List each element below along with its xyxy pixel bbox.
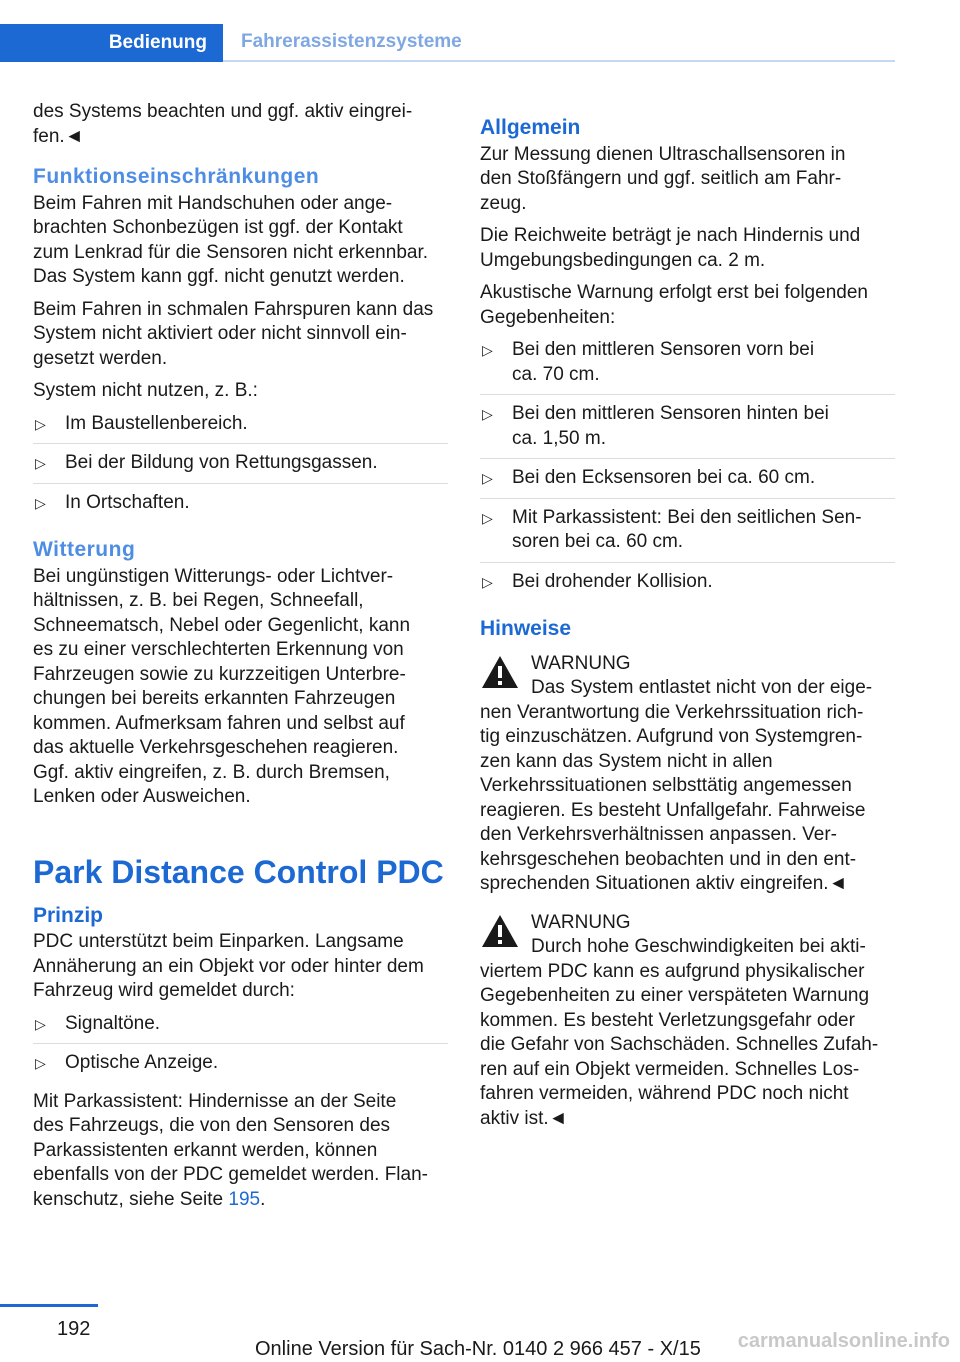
list-item: ▷ Bei der Bildung von Rettungsgassen.	[33, 451, 448, 484]
warning-text-first-line: Das System entlastet nicht von der eige-	[531, 677, 873, 698]
list-item: ▷ Optische Anzeige.	[33, 1051, 448, 1083]
paragraph: Die Reichweite beträgt je nach Hindernis und Umgebungsbedingungen ca. 2 m.	[480, 225, 861, 271]
left-column	[33, 100, 448, 1220]
warning-triangle-icon	[480, 913, 520, 949]
tab-fahrerassistenzsysteme[interactable]: Fahrerassistenzsysteme	[223, 24, 895, 62]
heading-funktionseinschraenkungen: Funktionseinschränkungen	[33, 165, 320, 188]
bullet-list	[33, 412, 448, 523]
watermark: carmanualsonline.info	[737, 1330, 950, 1352]
right-column	[480, 100, 895, 1145]
list-item: ▷ Signaltöne.	[33, 1012, 448, 1045]
paragraph: System nicht nutzen, z. B.:	[33, 380, 258, 401]
list-item: ▷ Bei den Ecksensoren bei ca. 60 cm.	[480, 466, 895, 499]
warning-text-first-line: Durch hohe Geschwindigkeiten bei akti-	[531, 936, 866, 957]
bullet-list	[480, 338, 895, 601]
heading-allgemein: Allgemein	[480, 116, 581, 139]
heading-witterung: Witterung	[33, 538, 136, 561]
bullet-triangle-icon: ▷	[482, 406, 493, 422]
list-item: ▷ Bei drohender Kollision.	[480, 570, 895, 602]
bullet-list	[33, 1012, 448, 1083]
paragraph: PDC unterstützt beim Einparken. Langsame Annäherung an ein Objekt vor oder hinter dem Fahrzeug wird gemeldet durch:	[33, 931, 424, 1001]
bullet-triangle-icon: ▷	[35, 1055, 46, 1071]
list-item: ▷ Bei den mittleren Sensoren vorn bei ca. 70 cm.	[480, 338, 895, 395]
paragraph: Beim Fahren in schmalen Fahrspuren kann das System nicht aktiviert oder nicht sinnvoll ein- gesetzt werden.	[33, 298, 434, 369]
heading-prinzip: Prinzip	[33, 903, 104, 927]
bullet-triangle-icon: ▷	[35, 1015, 46, 1032]
page-number: 192	[57, 1318, 91, 1340]
heading-hinweise: Hinweise	[480, 617, 572, 640]
bullet-triangle-icon: ▷	[35, 494, 46, 511]
warning-text: nen Verantwortung die Verkehrssituation rich- tig einzuschätzen. Aufgrund von Systemgren- zen kann das System nicht in allen Verkehrssituationen selbsttätig angemessen reagieren. Es besteht Unfallgefahr. Fahrweise den Verkehrsverhältnissen anpassen. Ver- kehrsgeschehen beobachten und in den ent- sprechenden Situationen aktiv eingreifen.◄	[480, 701, 866, 894]
footer-accent-line	[0, 1304, 98, 1307]
bullet-triangle-icon: ▷	[35, 455, 46, 471]
warning-title: WARNUNG	[531, 652, 631, 674]
warning-text: viertem PDC kann es aufgrund physikalischer Gegebenheiten zu einer verspäteten Warnung kommen. Es besteht Verletzungsgefahr oder die Gefahr von Sachschäden. Schnelles Zufah- ren auf ein Objekt vermeiden. Schnelles Los- fahren vermeiden, während PDC noch nicht aktiv ist.◄	[480, 960, 879, 1129]
bullet-triangle-icon: ▷	[482, 509, 493, 526]
paragraph: Akustische Warnung erfolgt erst bei folgenden Gegebenheiten:	[480, 282, 868, 328]
warning-title: WARNUNG	[531, 911, 631, 933]
header-tabs	[0, 24, 895, 62]
list-item: ▷ Mit Parkassistent: Bei den seitlichen Sen- soren bei ca. 60 cm.	[480, 506, 895, 563]
list-item: ▷ Bei den mittleren Sensoren hinten bei ca. 1,50 m.	[480, 402, 895, 459]
bullet-triangle-icon: ▷	[482, 342, 493, 358]
tab-bedienung[interactable]: Bedienung	[0, 24, 223, 62]
online-version-text: Online Version für Sach-Nr. 0140 2 966 457 - X/15	[255, 1338, 701, 1360]
page-link-195[interactable]: 195	[228, 1188, 261, 1210]
intro-text: des Systems beachten und ggf. aktiv eingrei- fen.◄	[33, 101, 413, 147]
paragraph: Zur Messung dienen Ultraschallsensoren in den Stoßfängern und ggf. seitlich am Fahr- zeug.	[480, 143, 846, 214]
section-title-pdc: Park Distance Control PDC	[33, 853, 444, 890]
warning-block	[480, 652, 895, 897]
paragraph: Mit Parkassistent: Hindernisse an der Seite des Fahrzeugs, die von den Sensoren des Parkassistenten erkannt werden, können ebenfalls von der PDC gemeldet werden. Flan- kenschutz, siehe Seite 195.	[33, 1090, 428, 1210]
bullet-triangle-icon: ▷	[482, 470, 493, 486]
warning-block	[480, 911, 895, 1132]
bullet-triangle-icon: ▷	[35, 415, 46, 432]
paragraph: Bei ungünstigen Witterungs- oder Lichtver- hältnissen, z. B. bei Regen, Schneefall, Schneematsch, Nebel oder Gegenlicht, kann es zu einer verschlechterten Erkennung von Fahrzeugen sowie zu kurzzeitigen Unterbre- chungen bei bereits erkannten Fahrzeugen kommen. Aufmerksam fahren und selbst auf das aktuelle Verkehrsgeschehen reagieren. Ggf. aktiv eingreifen, z. B. durch Bremsen, Lenken oder Ausweichen.	[33, 565, 411, 807]
list-item: ▷ Im Baustellenbereich.	[33, 412, 448, 445]
warning-triangle-icon	[480, 654, 520, 690]
list-item: ▷ In Ortschaften.	[33, 491, 448, 523]
paragraph: Beim Fahren mit Handschuhen oder ange- brachten Schonbezügen ist ggf. der Kontakt zum Lenkrad für die Sensoren nicht erkennbar. Das System kann ggf. nicht genutzt werden.	[33, 192, 429, 287]
bullet-triangle-icon: ▷	[482, 573, 493, 590]
